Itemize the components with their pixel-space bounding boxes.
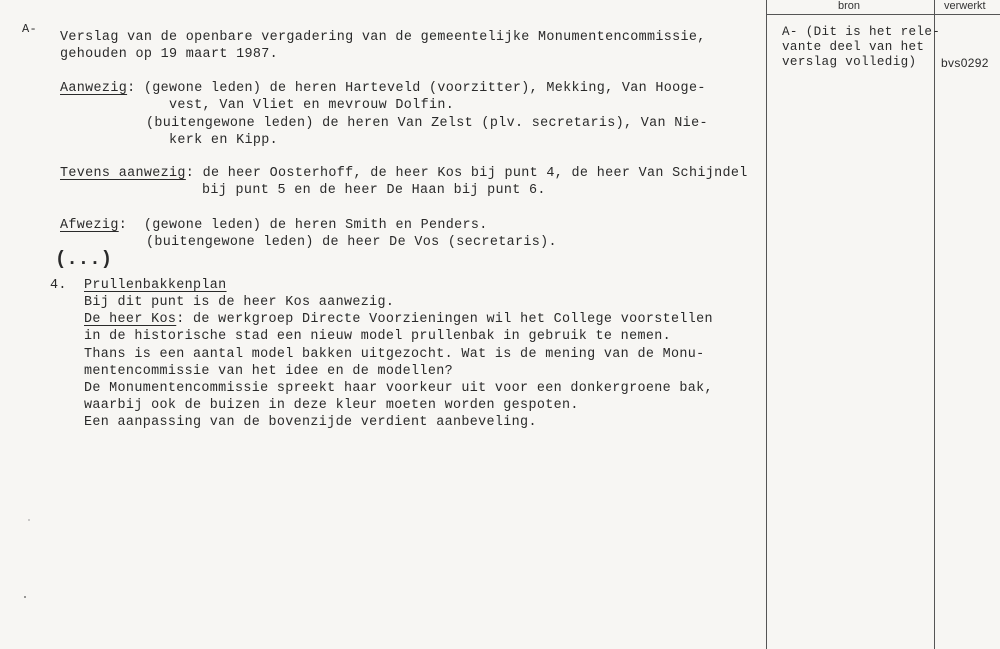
verwerkt-header: verwerkt	[944, 0, 986, 12]
bron-note-line3: verslag volledig)	[782, 55, 917, 69]
scan-speck	[24, 596, 26, 598]
aanwezig-label: Aanwezig	[60, 81, 128, 96]
item4-line3: in de historische stad een nieuw model prullenbak in gebruik te nemen.	[84, 329, 671, 344]
bron-header: bron	[838, 0, 861, 12]
column-divider-right	[934, 0, 935, 649]
report-title-line1: Verslag van de openbare vergadering van de gemeentelijke Monumentencommissie,	[60, 30, 706, 45]
afwezig-block: Afwezig: (gewone leden) de heren Smith en Penders.	[60, 218, 488, 233]
tevens-block: Tevens aanwezig: de heer Oosterhoff, de heer Kos bij punt 4, de heer Van Schijndel	[60, 166, 748, 181]
item4-line5: mentencommissie van het idee en de modellen?	[84, 364, 453, 379]
item4-line6: De Monumentencommissie spreekt haar voorkeur uit voor een donkergroene bak,	[84, 381, 713, 396]
verwerkt-value: bvs0292	[941, 56, 989, 70]
bron-note-line1: A- (Dit is het rele-	[782, 25, 941, 39]
margin-mark: A-	[22, 22, 38, 36]
afwezig-line2: (buitengewone leden) de heer De Vos (secretaris).	[146, 235, 557, 250]
tevens-label: Tevens aanwezig	[60, 166, 186, 181]
item4-line4: Thans is een aantal model bakken uitgezocht. Wat is de mening van de Monu-	[84, 347, 705, 362]
afwezig-label: Afwezig	[60, 218, 119, 233]
tevens-line1: de heer Oosterhoff, de heer Kos bij punt 4, de heer Van Schijndel	[202, 166, 748, 181]
ellipsis: (...)	[55, 248, 113, 270]
item4-speaker: De heer Kos	[84, 312, 177, 327]
aanwezig-line1: (gewone leden) de heren Harteveld (voorzitter), Mekking, Van Hooge-	[143, 81, 706, 96]
aanwezig-line4: kerk en Kipp.	[169, 133, 279, 148]
scan-speck	[28, 519, 30, 521]
item4-line8: Een aanpassing van de bovenzijde verdient aanbeveling.	[84, 415, 537, 430]
aanwezig-block: Aanwezig: (gewone leden) de heren Harteveld (voorzitter), Mekking, Van Hooge-	[60, 81, 706, 96]
column-divider-left	[766, 0, 767, 649]
report-title-line2: gehouden op 19 maart 1987.	[60, 47, 279, 62]
aanwezig-line3: (buitengewone leden) de heren Van Zelst (plv. secretaris), Van Nie-	[146, 116, 708, 131]
header-underline	[766, 14, 1000, 15]
item4-line2	[84, 311, 713, 329]
afwezig-line1: (gewone leden) de heren Smith en Penders.	[143, 218, 488, 233]
tevens-line2: bij punt 5 en de heer De Haan bij punt 6.	[202, 183, 546, 198]
aanwezig-line2: vest, Van Vliet en mevrouw Dolfin.	[169, 98, 455, 113]
item4-number: 4.	[50, 278, 67, 293]
item4-line2-rest: : de werkgroep Directe Voorzieningen wil het College voorstellen	[176, 312, 713, 327]
item4-line7: waarbij ook de buizen in deze kleur moeten worden gespoten.	[84, 398, 579, 413]
item4-title: Prullenbakkenplan	[84, 278, 227, 293]
item4-line1: Bij dit punt is de heer Kos aanwezig.	[84, 295, 395, 310]
bron-note-line2: vante deel van het	[782, 40, 925, 54]
